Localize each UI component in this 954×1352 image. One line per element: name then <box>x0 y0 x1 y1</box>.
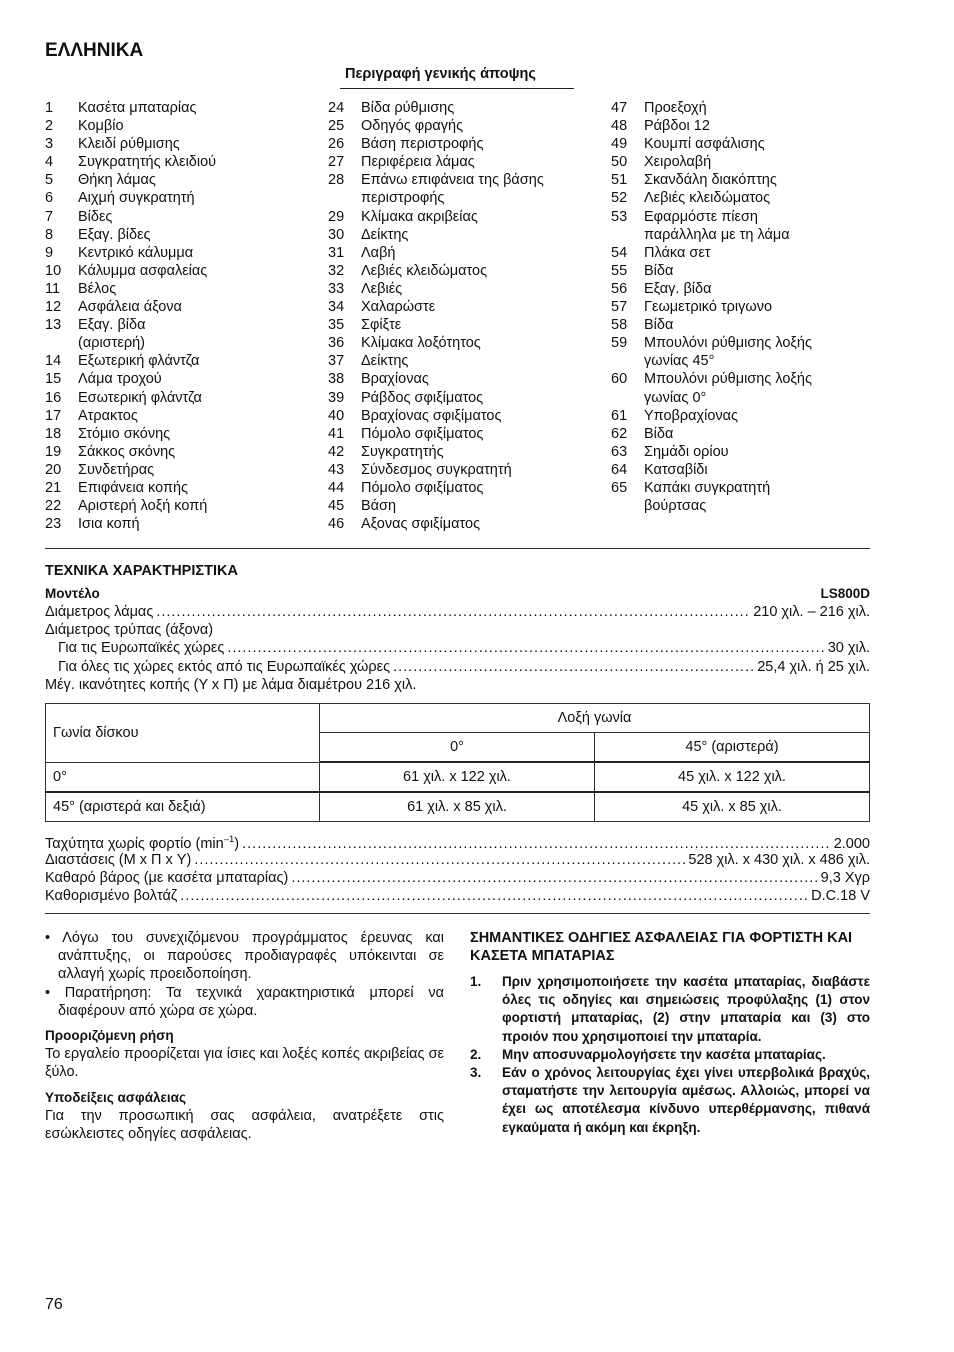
item-text: Εάν ο χρόνος λειτουργίας έχει γίνει υπερβολικά βραχύς, σταματήστε την λειτουργία αμέσως. Αλλοιώς, μπορεί να έχει ως αποτέλεσμα κίνδυνο υπερθέρμανσης, πιθανά εγκαύματα ή ακόμη και έκρηξη. <box>502 1065 870 1135</box>
parts-list-item <box>611 298 871 316</box>
parts-list-item <box>611 443 871 461</box>
spec-label: Για όλες τις χώρες εκτός από τις Ευρωπαϊκές χώρες <box>58 659 391 675</box>
parts-list-item <box>45 244 320 262</box>
parts-list-item <box>45 298 320 316</box>
part-number: 26 <box>328 136 345 153</box>
parts-list-item <box>611 407 871 425</box>
leader-dots <box>242 836 831 852</box>
part-number: 16 <box>45 389 62 406</box>
part-number: 60 <box>611 371 628 388</box>
part-number: 55 <box>611 262 628 279</box>
leader-dots <box>393 659 754 675</box>
item-number: 2. <box>470 1046 482 1062</box>
part-number: 51 <box>611 172 628 189</box>
part-label: Κουμπί ασφάλισης <box>644 136 765 153</box>
part-number: 24 <box>328 100 345 116</box>
part-label: Σάκκος σκόνης <box>78 443 176 460</box>
parts-list-item <box>328 479 608 497</box>
part-label: Θήκη λάμας <box>78 172 156 189</box>
part-label: Ατρακτος <box>78 407 138 424</box>
parts-list-item <box>45 280 320 298</box>
part-label: Κασέτα μπαταρίας <box>78 100 197 116</box>
part-label: Βάση <box>361 498 397 515</box>
spec-value: 528 χιλ. x 430 χιλ. x 486 χιλ. <box>688 852 870 868</box>
part-number: 57 <box>611 299 628 316</box>
part-number: 22 <box>45 498 62 515</box>
parts-list-item <box>328 461 608 479</box>
parts-list-item <box>611 479 871 515</box>
part-label: Λεβιές <box>361 280 403 297</box>
part-number: 2 <box>45 118 54 135</box>
part-number: 11 <box>45 280 61 297</box>
parts-list-item <box>45 389 320 407</box>
language-title: ΕΛΛΗΝΙΚΑ <box>45 40 144 61</box>
spec-row-weight <box>45 870 870 888</box>
part-number: 1 <box>45 100 54 116</box>
part-label: Συγκρατητής <box>361 443 444 460</box>
part-number: 12 <box>45 299 62 316</box>
part-label: Μπουλόνι ρύθμισης λοξής γωνίας 0° <box>644 371 812 406</box>
cutting-capacity-table <box>45 703 870 822</box>
parts-list-item <box>45 425 320 443</box>
parts-list-item <box>611 425 871 443</box>
spec-capacity-label: Μέγ. ικανότητες κοπής (Υ x Π) με λάμα διαμέτρου 216 χιλ. <box>45 677 417 693</box>
intended-use-text: Το εργαλείο προορίζεται για ίσιες και λοξές κοπές ακριβείας σε ξύλο. <box>45 1046 444 1081</box>
table-row <box>46 762 870 792</box>
part-label: Βέλος <box>78 280 117 297</box>
part-label: Βίδα <box>644 425 674 442</box>
part-number: 31 <box>328 244 345 261</box>
parts-list-item <box>45 461 320 479</box>
parts-list-item <box>611 171 871 189</box>
leader-dots <box>291 870 817 886</box>
parts-list-item <box>328 515 608 533</box>
part-number: 63 <box>611 443 628 460</box>
part-number: 4 <box>45 154 54 171</box>
parts-list-item <box>45 370 320 388</box>
part-label: Κλίμακα λοξότητος <box>361 335 481 352</box>
overview-title-underline <box>340 88 574 89</box>
part-number: 54 <box>611 244 628 261</box>
parts-list-item <box>328 153 608 171</box>
spec-label <box>45 834 239 852</box>
parts-list-item <box>328 262 608 280</box>
parts-list-item <box>45 497 320 515</box>
safety-tips-title: Υποδείξεις ασφάλειας <box>45 1089 186 1105</box>
specs-title: ΤΕΧΝΙΚΑ ΧΑΡΑΚΤΗΡΙΣΤΙΚΑ <box>45 563 238 579</box>
part-number: 35 <box>328 317 345 334</box>
part-number: 33 <box>328 280 345 297</box>
parts-list-item <box>328 226 608 244</box>
part-number: 62 <box>611 425 628 442</box>
part-number: 3 <box>45 136 54 153</box>
part-number: 53 <box>611 208 628 225</box>
spec-row-speed <box>45 834 870 852</box>
part-label: Καπάκι συγκρατητή βούρτσας <box>644 479 771 515</box>
note-bullet: • Παρατήρηση: Τα τεχνικά χαρακτηριστικά μπορεί να διαφέρουν από χώρα σε χώρα. <box>45 984 444 1019</box>
part-label: Εφαρμόστε πίεση παράλληλα με τη λάμα <box>644 208 790 243</box>
part-label: Σύνδεσμος συγκρατητή <box>361 461 512 478</box>
parts-list-item <box>328 117 608 135</box>
part-number: 65 <box>611 479 628 496</box>
spec-row-hole-eu <box>58 640 870 658</box>
disc-angle-header: Γωνία δίσκου <box>46 704 320 763</box>
parts-list-item <box>611 99 871 117</box>
spec-value: 210 χιλ. – 216 χιλ. <box>753 604 870 620</box>
part-label: Εξωτερική φλάντζα <box>78 353 200 370</box>
part-label: Εξαγ. βίδες <box>78 226 151 243</box>
parts-list-item <box>328 280 608 298</box>
part-label: Αριστερή λοξή κοπή <box>78 498 208 515</box>
part-label: Δείκτης <box>361 353 409 370</box>
part-label: Πλάκα σετ <box>644 244 711 261</box>
parts-list-item <box>328 208 608 226</box>
part-label: Γεωμετρικό τριγωνο <box>644 299 773 316</box>
part-number: 36 <box>328 335 345 352</box>
parts-list-item <box>45 226 320 244</box>
list-item <box>470 1046 870 1064</box>
parts-list-item <box>328 316 608 334</box>
part-label: Πόμολο σφιξίματος <box>361 425 484 442</box>
parts-list-item <box>45 316 320 352</box>
parts-list-item <box>328 425 608 443</box>
parts-list-item <box>328 99 608 117</box>
spec-value: 9,3 Χγρ <box>820 870 870 886</box>
spec-row-blade-diameter <box>45 604 870 622</box>
part-number: 8 <box>45 226 54 243</box>
part-number: 52 <box>611 190 628 207</box>
parts-list-item <box>328 334 608 352</box>
overview-title: Περιγραφή γενικής άποψης <box>345 66 536 82</box>
parts-list-item <box>611 117 871 135</box>
model-label: Μοντέλο <box>45 586 100 601</box>
part-number: 40 <box>328 407 345 424</box>
page-number: 76 <box>45 1296 63 1313</box>
part-label: Αιχμή συγκρατητή <box>78 190 195 207</box>
parts-list-item <box>611 316 871 334</box>
parts-list-item <box>328 171 608 207</box>
part-number: 18 <box>45 425 62 442</box>
parts-list-column-2 <box>328 99 608 533</box>
part-label: Μπουλόνι ρύθμισης λοξής γωνίας 45° <box>644 335 812 370</box>
part-label: Σκανδάλη διακόπτης <box>644 172 777 189</box>
parts-list-item <box>45 515 320 533</box>
part-label: Βίδα ρύθμισης <box>361 100 455 116</box>
leader-dots <box>180 888 808 904</box>
part-label: Ράβδοι 12 <box>644 118 710 135</box>
parts-list-column-3 <box>611 99 871 515</box>
divider <box>45 913 870 914</box>
part-number: 38 <box>328 371 345 388</box>
part-number: 23 <box>45 516 62 533</box>
parts-list-item <box>611 280 871 298</box>
row-angle: 45° (αριστερά και δεξιά) <box>46 792 320 822</box>
part-label: Κεντρικό κάλυμμα <box>78 244 194 261</box>
part-label: Κατσαβίδι <box>644 461 708 478</box>
part-label: Εξαγ. βίδα (αριστερή) <box>78 317 146 352</box>
parts-list-item <box>611 461 871 479</box>
parts-list-item <box>45 352 320 370</box>
part-number: 9 <box>45 244 54 261</box>
parts-list-item <box>611 370 871 406</box>
row-bevel-45-value: 45 χιλ. x 85 χιλ. <box>595 792 870 822</box>
part-label: Χαλαρώστε <box>361 299 436 316</box>
part-label: Κλίμακα ακριβείας <box>361 208 478 225</box>
part-label: Χειρολαβή <box>644 154 712 171</box>
part-number: 39 <box>328 389 345 406</box>
parts-list-item <box>45 407 320 425</box>
safety-instructions-list <box>470 973 870 1137</box>
part-label: Βίδα <box>644 317 674 334</box>
part-number: 29 <box>328 208 345 225</box>
part-number: 50 <box>611 154 628 171</box>
parts-list-item <box>45 189 320 207</box>
part-number: 6 <box>45 190 54 207</box>
part-number: 49 <box>611 136 628 153</box>
parts-list-item <box>328 443 608 461</box>
model-value: LS800D <box>820 586 870 601</box>
part-label: Βίδα <box>644 262 674 279</box>
part-label: Βραχίονας σφιξίματος <box>361 407 502 424</box>
spec-label: Διαστάσεις (Μ x Π x Υ) <box>45 852 192 868</box>
parts-list-item <box>45 117 320 135</box>
parts-list-item <box>611 244 871 262</box>
parts-list-item <box>328 497 608 515</box>
parts-list-item <box>328 298 608 316</box>
part-number: 19 <box>45 443 62 460</box>
part-label: Ασφάλεια άξονα <box>78 299 182 316</box>
part-number: 14 <box>45 353 62 370</box>
spec-row-hole-other <box>58 659 870 677</box>
part-number: 61 <box>611 407 628 424</box>
spec-hole-label: Διάμετρος τρύπας (άξονα) <box>45 622 214 638</box>
part-number: 37 <box>328 353 345 370</box>
bevel-0-header: 0° <box>320 733 595 763</box>
part-number: 13 <box>45 317 62 334</box>
part-label: Σημάδι ορίου <box>644 443 729 460</box>
item-text: Μην αποσυναρμολογήσετε την κασέτα μπαταρίας. <box>502 1046 826 1062</box>
part-label: Στόμιο σκόνης <box>78 425 171 442</box>
intended-use-title: Προοριζόμενη ρήση <box>45 1028 174 1044</box>
part-label: Κάλυμμα ασφαλείας <box>78 262 208 279</box>
part-label: Βίδες <box>78 208 113 225</box>
part-number: 47 <box>611 100 628 116</box>
part-label: Οδηγός φραγής <box>361 118 464 135</box>
divider <box>45 548 870 549</box>
spec-value: 2.000 <box>833 835 870 852</box>
parts-list-item <box>45 135 320 153</box>
spec-value: 30 χιλ. <box>827 640 870 656</box>
row-bevel-45-value: 45 χιλ. x 122 χιλ. <box>595 762 870 792</box>
part-label: Ισια κοπή <box>78 516 140 533</box>
part-number: 34 <box>328 299 345 316</box>
part-number: 30 <box>328 226 345 243</box>
parts-list-item <box>328 370 608 388</box>
part-number: 25 <box>328 118 345 135</box>
spec-label: Καθαρό βάρος (με κασέτα μπαταρίας) <box>45 870 289 886</box>
bevel-45-header: 45° (αριστερά) <box>595 733 870 763</box>
parts-list-item <box>611 153 871 171</box>
parts-list-item <box>328 244 608 262</box>
spec-label: Διάμετρος λάμας <box>45 604 154 620</box>
part-label: Βάση περιστροφής <box>361 136 484 153</box>
part-label: Επιφάνεια κοπής <box>78 479 189 496</box>
spec-label: Για τις Ευρωπαϊκές χώρες <box>58 640 225 656</box>
part-number: 17 <box>45 407 62 424</box>
part-label: Προεξοχή <box>644 100 707 116</box>
item-number: 3. <box>470 1065 482 1081</box>
part-label: Δείκτης <box>361 226 409 243</box>
part-label: Υποβραχίονας <box>644 407 739 424</box>
leader-dots <box>156 604 750 620</box>
part-label: Αξονας σφιξίματος <box>361 516 481 533</box>
part-number: 42 <box>328 443 345 460</box>
part-number: 7 <box>45 208 54 225</box>
part-label: Συνδετήρας <box>78 461 155 478</box>
part-number: 43 <box>328 461 345 478</box>
part-number: 15 <box>45 371 62 388</box>
part-number: 48 <box>611 118 628 135</box>
leader-dots <box>227 640 824 656</box>
spec-value: 25,4 χιλ. ή 25 χιλ. <box>757 659 870 675</box>
part-label: Λάμα τροχού <box>78 371 162 388</box>
parts-list-item <box>45 208 320 226</box>
spec-label: Καθορισμένο βολτάζ <box>45 888 178 904</box>
part-label: Εσωτερική φλάντζα <box>78 389 202 406</box>
part-label: Κομβίο <box>78 118 124 135</box>
speed-label-text: Ταχύτητα χωρίς φορτίο (min <box>45 835 224 852</box>
part-number: 59 <box>611 335 628 352</box>
spec-row-voltage <box>45 888 870 906</box>
part-label: Συγκρατητής κλειδιού <box>78 154 217 171</box>
parts-list-item <box>45 479 320 497</box>
part-label: Πόμολο σφιξίματος <box>361 479 484 496</box>
part-number: 21 <box>45 479 62 496</box>
parts-list-item <box>45 99 320 117</box>
part-label: Περιφέρεια λάμας <box>361 154 475 171</box>
parts-list-item <box>611 189 871 207</box>
speed-unit-superscript: –1 <box>223 834 235 845</box>
leader-dots <box>194 852 685 868</box>
parts-list-item <box>45 443 320 461</box>
part-label: Λεβιές κλειδώματος <box>644 190 771 207</box>
spec-row-dimensions <box>45 852 870 870</box>
list-item <box>470 973 870 1046</box>
part-label: Λεβιές κλειδώματος <box>361 262 488 279</box>
table-row <box>46 792 870 822</box>
bevel-angle-header: Λοξή γωνία <box>320 704 870 733</box>
part-number: 44 <box>328 479 345 496</box>
parts-list-item <box>611 334 871 370</box>
note-bullet: • Λόγω του συνεχιζόμενου προγράμματος έρευνας και ανάπτυξης, οι παρούσες προδιαγραφές υπόκεινται σε αλλαγή χωρίς προειδοποίηση. <box>45 930 444 983</box>
parts-list-item <box>611 135 871 153</box>
part-number: 10 <box>45 262 62 279</box>
part-number: 28 <box>328 172 345 189</box>
part-number: 45 <box>328 498 345 515</box>
spec-value: D.C.18 V <box>811 888 870 904</box>
parts-list-item <box>45 153 320 171</box>
part-label: Σφίξτε <box>361 317 402 334</box>
list-item <box>470 1064 870 1137</box>
part-number: 64 <box>611 461 628 478</box>
part-number: 56 <box>611 280 628 297</box>
part-label: Ράβδος σφιξίματος <box>361 389 484 406</box>
parts-list-item <box>328 135 608 153</box>
parts-list-item <box>611 262 871 280</box>
part-label: Βραχίονας <box>361 371 429 388</box>
part-number: 20 <box>45 461 62 478</box>
parts-list-item <box>45 171 320 189</box>
parts-list-item <box>328 389 608 407</box>
parts-list-item <box>45 262 320 280</box>
part-number: 5 <box>45 172 54 189</box>
parts-list-item <box>328 407 608 425</box>
part-label: Κλειδί ρύθμισης <box>78 136 180 153</box>
part-number: 41 <box>328 425 345 442</box>
row-angle: 0° <box>46 762 320 792</box>
part-label: Λαβή <box>361 244 396 261</box>
row-bevel-0-value: 61 χιλ. x 122 χιλ. <box>320 762 595 792</box>
part-number: 58 <box>611 317 628 334</box>
part-label: Επάνω επιφάνεια της βάσης περιστροφής <box>361 172 544 207</box>
part-number: 46 <box>328 516 345 533</box>
parts-list-item <box>328 352 608 370</box>
safety-instructions-title: ΣΗΜΑΝΤΙΚΕΣ ΟΔΗΓΙΕΣ ΑΣΦΑΛΕΙΑΣ ΓΙΑ ΦΟΡΤΙΣΤΗ ΚΑΙ ΚΑΣΕΤΑ ΜΠΑΤΑΡΙΑΣ <box>470 930 853 964</box>
parts-list-item <box>611 208 871 244</box>
row-bevel-0-value: 61 χιλ. x 85 χιλ. <box>320 792 595 822</box>
item-text: Πριν χρησιμοποιήσετε την κασέτα μπαταρίας, διαβάστε όλες τις οδηγίες και σημειώσεις προφύλαξης (1) στον φορτιστή μπαταρίας, (2) στην μπαταρία και (3) στο προιόν που χρησιμοποιεί την μπαταρία. <box>502 974 870 1044</box>
item-number: 1. <box>470 974 482 989</box>
speed-label-close: ) <box>234 835 240 852</box>
safety-tips-text: Για την προσωπική σας ασφάλεια, ανατρέξετε στις εσώκλειστες οδηγίες ασφάλειας. <box>45 1107 444 1143</box>
parts-list-column-1 <box>45 99 320 533</box>
part-label: Εξαγ. βίδα <box>644 280 712 297</box>
part-number: 32 <box>328 262 345 279</box>
notes-section <box>45 929 444 1143</box>
part-number: 27 <box>328 154 345 171</box>
